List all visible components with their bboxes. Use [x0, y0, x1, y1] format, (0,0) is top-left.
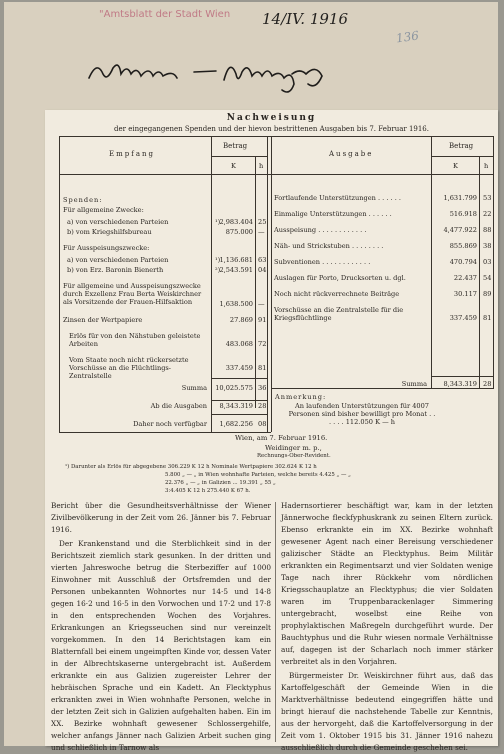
- table-rule: [431, 376, 493, 377]
- left-row-label: Für allgemeine und Ausspeisungszwecke durch Exzellenz Frau Berta Weiskirchner als Vorsitzende der Frauen-Hilfsaktion: [63, 282, 202, 306]
- right-row-label: Subventionen . . . . . . . . . . . .: [274, 258, 371, 266]
- right-row-k: 855.869: [449, 242, 477, 250]
- article-right-column: [281, 500, 493, 754]
- left-row-label: b) vom Kriegshilfsbureau: [67, 228, 152, 236]
- right-row-k: 4,477.922: [443, 226, 477, 234]
- left-row-label: a) von verschiedenen Parteien: [67, 256, 169, 264]
- left-summa-label: Summa: [181, 384, 207, 392]
- right-row-label: Fortlaufende Unterstützungen . . . . . .: [274, 194, 402, 202]
- left-row-note: ¹): [215, 256, 221, 264]
- anmerkung-text: An laufenden Unterstützungen für 4007 Personen sind bisher bewilligt pro Monat . . . . . . 112.050 K — h: [288, 402, 436, 426]
- right-k-header: K: [453, 162, 458, 170]
- footnote-line: 5.800 „ — „ in Wien wohnhafte Parteien, welche bereits 4.425 „ — „: [165, 472, 351, 478]
- ausgabe-header: Ausgabe: [329, 150, 374, 158]
- article-right-body-2: Bürgermeister Dr. Weiskirchner führt aus, daß das Kartoffelgeschäft der Gemeinde Wien in die Marktverhältnisse bedeutend eingegriffen hätte und bringt hierauf die nachstehende Tabelle zur Kenntnis, aus der hervorgeht, daß die Kartoffelversorgung in der Zeit vom 1. Oktober 1915 bis 31. Jänner 1916 nahezu ausschließlich durch die Gemeinde geschehen sei.: [281, 671, 493, 752]
- right-row-k: 470.794: [449, 258, 477, 266]
- ab-ausgaben-label: Ab die Ausgaben: [150, 402, 207, 410]
- table-rule: [255, 156, 256, 408]
- footnote-line: ¹) Darunter als Erlös für abgegebene 306.229 K 12 h Nominale Wertpapiere 302.624 K 12 h: [65, 464, 317, 470]
- footnote-line: 3:4.405 K 12 h 275.440 K 67 h.: [165, 488, 251, 494]
- table-rule: [211, 414, 267, 415]
- right-summa-label: Summa: [401, 380, 427, 388]
- left-row-label: Vom Staate noch nicht rückersetzte Vorschüsse an die Flüchtlings-Zentralstelle: [69, 356, 189, 380]
- right-row-h: 81: [483, 314, 492, 322]
- right-row-label: Einmalige Unterstützungen . . . . . .: [274, 210, 392, 218]
- right-row-k: 516.918: [449, 210, 477, 218]
- table-rule: [59, 136, 60, 432]
- left-row-k: 27.869: [229, 316, 253, 324]
- right-row-h: 03: [483, 258, 492, 266]
- ab-ausgaben-k: 8,343.319: [219, 402, 253, 410]
- newspaper-clipping: [45, 110, 498, 752]
- daher-verfuegbar-h: 08: [258, 420, 267, 428]
- left-row-label: Erlös für von den Nähstuben geleistete Arbeiten: [69, 332, 201, 348]
- table-rule: [59, 174, 494, 175]
- archive-number: 136: [395, 28, 420, 46]
- left-row-h: 04: [258, 266, 267, 274]
- right-row-label: Ausspeisung . . . . . . . . . . . .: [274, 226, 367, 234]
- left-row-k: 875.000: [225, 228, 253, 236]
- right-row-h: 89: [483, 290, 492, 298]
- left-summa-k: 10,025.575: [215, 384, 253, 392]
- column-divider: [275, 502, 276, 742]
- signature-role: Rechnungs-Ober-Revident.: [257, 453, 331, 459]
- table-rule: [211, 400, 267, 401]
- left-row-h: 91: [258, 316, 267, 324]
- left-summa-h: 36: [258, 384, 267, 392]
- right-row-h: 38: [483, 242, 492, 250]
- right-betrag-header: Betrag: [449, 142, 474, 150]
- stamp-amtsblatt: "Amtsblatt der Stadt Wien: [99, 9, 231, 20]
- table-rule: [479, 156, 480, 388]
- right-row-k: 30.117: [453, 290, 477, 298]
- footnote-line: 22.376 „ — „ in Galizien ... 19.391 „ 55 „: [165, 480, 276, 486]
- left-row-h: —: [258, 300, 265, 308]
- daher-verfuegbar-k: 1,682.256: [219, 420, 253, 428]
- handwritten-date: 14/IV. 1916: [262, 10, 348, 28]
- left-row-label: a) von verschiedenen Parteien: [67, 218, 169, 226]
- left-row-k: 483.068: [225, 340, 253, 348]
- article-left-body: Der Krankenstand und die Sterblichkeit sind in der Berichtszeit ziemlich stark gesunken. In der dritten und vierten Jahreswoche betrug die Sterbeziffer auf 1000 Einwohner mit Ausschluß der Ortsfremden und der Personen unbekannten Wohnortes nur 14·5 und 14·8 gegen 16·2 und 16·5 in den Vorwochen und 17·2 und 17·8 in den entsprechenden Wochen des Vorjahres. Erkrankungen an Kriegsseuchen sind nur vereinzelt vorgekommen. In den 14 Berichtstagen kam ein Blatternfall bei einem ungeimpften Kinde vor, dessen Vater in der Albrechtskaserne untergebracht ist. Außerdem erkrankte ein aus Galizien zugereister Lehrer der hebräischen Sprache und ein Kadett. An Flecktyphus erkrankten zwei in Wien wohnhafte Personen, welche in der letzten Zeit sich in Galizien aufgehalten haben. Ein im XX. Bezirke wohnhaft gewesener Schlossergehilfe, welcher anfangs Jänner nach Galizien Arbeit suchen ging und schließlich in Tarnow als: [51, 539, 271, 752]
- daher-verfuegbar-label: Daher noch verfügbar: [133, 420, 207, 428]
- table-rule: [493, 136, 494, 388]
- left-h-header: h: [259, 162, 264, 170]
- left-row-label: b) von Erz. Baronin Bienerth: [67, 266, 164, 274]
- right-row-h: 88: [483, 226, 492, 234]
- left-row-h: 25: [258, 218, 267, 226]
- left-k-header: K: [231, 162, 236, 170]
- signature-place-date: Wien, am 7. Februar 1916.: [235, 434, 328, 442]
- right-row-h: 53: [483, 194, 492, 202]
- right-summa-k: 8,343.319: [443, 380, 477, 388]
- clipping-title: Nachweisung: [226, 113, 317, 123]
- article-left-title: Bericht über die Gesundheitsverhältnisse der Wiener Zivilbevölkerung in der Zeit vom 26. Jänner bis 7. Februar 1916.: [51, 501, 271, 534]
- left-row-note: ¹): [215, 218, 221, 226]
- handwritten-title-drawing: [84, 54, 374, 94]
- handwritten-title-signature: [84, 54, 374, 98]
- article-left-column: [51, 500, 271, 754]
- ledger-table: [59, 136, 494, 432]
- empfang-header: Empfang: [109, 150, 155, 158]
- right-row-label: Vorschüsse an die Zentralstelle für die Kriegsflüchtlinge: [274, 306, 404, 322]
- right-row-h: 54: [483, 274, 492, 282]
- left-row-label: Spenden:: [63, 196, 103, 204]
- left-row-note: ²): [215, 266, 221, 274]
- left-row-h: —: [258, 228, 265, 236]
- clipping-subtitle: der eingegangenen Spenden und der hievon bestrittenen Ausgaben bis 7. Februar 1916.: [114, 125, 429, 133]
- right-summa-h: 28: [483, 380, 492, 388]
- left-betrag-header: Betrag: [223, 142, 248, 150]
- table-rule: [267, 136, 268, 432]
- table-rule: [211, 378, 267, 379]
- anmerkung-title: Anmerkung:: [275, 393, 327, 401]
- right-row-h: 22: [483, 210, 492, 218]
- right-h-header: h: [484, 162, 489, 170]
- right-row-label: Auslagen für Porto, Drucksorten u. dgl.: [274, 274, 406, 282]
- table-rule: [59, 432, 271, 433]
- table-rule: [211, 156, 267, 157]
- ab-ausgaben-h: 28: [258, 402, 267, 410]
- left-row-label: Zinsen der Wertpapiere: [63, 316, 143, 324]
- signature-name: Weidinger m. p.,: [265, 444, 322, 452]
- left-row-k: 337.459: [225, 364, 253, 372]
- left-row-k: 1,136.681: [219, 256, 253, 264]
- right-row-label: Noch nicht rückverrechnete Beiträge: [274, 290, 400, 298]
- left-row-h: 63: [258, 256, 267, 264]
- archive-sheet: [4, 2, 498, 752]
- article-right-body-1: Hadernsortierer beschäftigt war, kam in der letzten Jännerwoche fleckfyphuskrank zu seinen Eltern zurück. Ebenso erkrankte ein im XX. Bezirke wohnhaft gewesener Agent nach einer Bereisung verschiedener galizischer Städte an Flecktyphus. Beim Militär erkrankten ein Regimentsarzt und vier Soldaten wenige Tage nach ihrer Rückkehr vom nördlichen Kriegsschauplatze an Flecktyphus; die vier Soldaten waren im Truppenbarackenlager Simmering untergebracht, woselbst eine Reihe von prophylaktischen Maßregeln durchgeführt wurde. Der Bauchtyphus und die Ruhr wiesen normale Verhältnisse auf, dagegen ist der Scharlach noch immer stärker verbreitet als in den Vorjahren.: [281, 501, 493, 666]
- right-row-k: 1,631.799: [443, 194, 477, 202]
- left-row-k: 2,543.591: [219, 266, 253, 274]
- right-row-k: 337.459: [449, 314, 477, 322]
- left-row-h: 72: [258, 340, 267, 348]
- left-row-h: 81: [258, 364, 267, 372]
- table-rule: [59, 136, 494, 137]
- left-row-label: Für allgemeine Zwecke:: [63, 206, 144, 214]
- left-row-label: Für Ausspeisungszwecke:: [63, 244, 150, 252]
- right-row-label: Näh- und Strickstuben . . . . . . . .: [274, 242, 384, 250]
- left-row-k: 1,638.500: [219, 300, 253, 308]
- left-row-k: 2,983.404: [219, 218, 253, 226]
- right-row-k: 22.437: [453, 274, 477, 282]
- table-rule: [431, 156, 493, 157]
- table-rule: [271, 388, 494, 389]
